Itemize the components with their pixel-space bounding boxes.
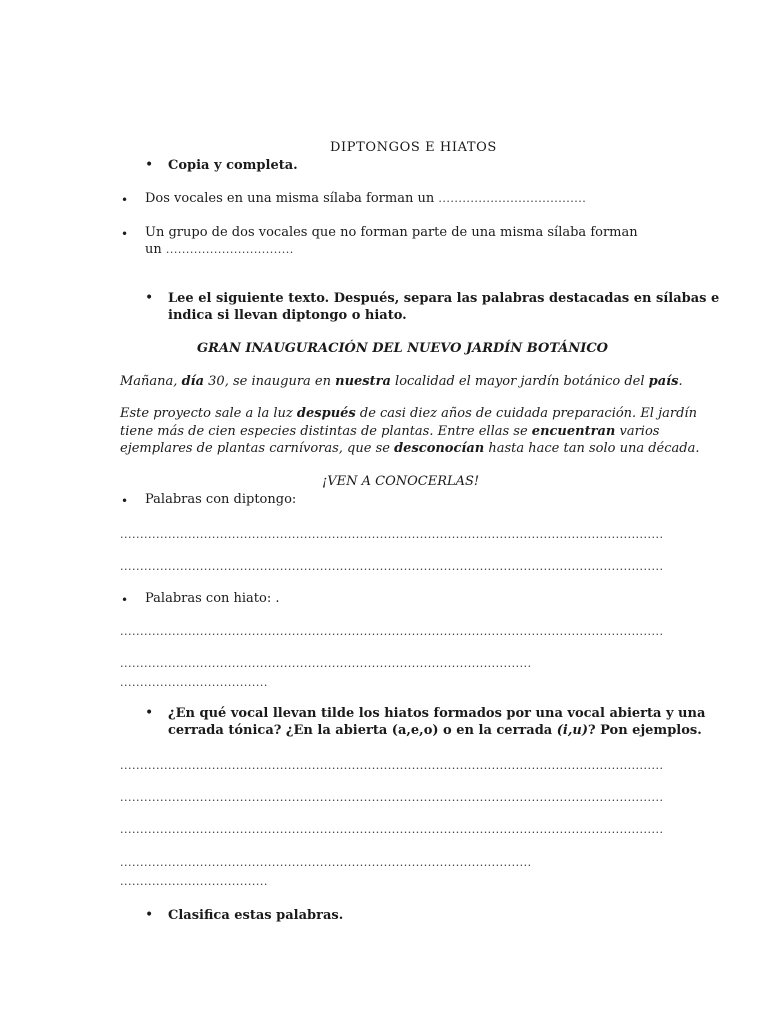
highlighted-word: encuentran: [531, 424, 616, 439]
text: hasta hace tan solo una década.: [484, 441, 700, 456]
section2-heading-line2: indica si llevan diptongo o hiato.: [168, 308, 407, 323]
answer-line[interactable]: ........................................................................................................................................: [120, 560, 664, 573]
reading-paragraph-2-line1: [120, 406, 697, 421]
answer-line[interactable]: ........................................................................................................................................: [120, 528, 664, 541]
page-title: DIPTONGOS E HIATOS: [330, 140, 497, 155]
bullet-icon: •: [145, 290, 154, 306]
reading-title: GRAN INAUGURACIÓN DEL NUEVO JARDÍN BOTÁNICO: [197, 341, 609, 356]
text: Mañana,: [120, 374, 182, 389]
answer-line[interactable]: ........................................................................................................................................: [120, 759, 664, 772]
section3-line2: [168, 723, 702, 738]
section1-heading: Copia y completa.: [168, 158, 298, 173]
text: Este proyecto sale a la luz: [120, 406, 297, 421]
hiato-label: Palabras con hiato: .: [145, 591, 280, 606]
text: ejemplares de plantas carnívoras, que se: [120, 441, 395, 456]
bullet-icon: •: [121, 193, 129, 207]
highlighted-word: desconocían: [394, 441, 485, 456]
reading-paragraph-2-line2: [120, 424, 659, 439]
bullet-icon: •: [145, 907, 154, 923]
fill-line: .....................................: [438, 192, 587, 205]
section3-line1: ¿En qué vocal llevan tilde los hiatos formados por una vocal abierta y una: [168, 706, 706, 721]
diptongo-label: Palabras con diptongo:: [145, 492, 297, 507]
item1: [145, 191, 586, 206]
highlighted-word: después: [296, 406, 356, 421]
reading-paragraph-1: [120, 374, 683, 389]
italic-text: (i,u): [556, 723, 588, 738]
answer-line[interactable]: .......................................................................................................: [120, 657, 532, 670]
answer-line[interactable]: ........................................................................................................................................: [120, 791, 664, 804]
text: tiene más de cien especies distintas de plantas. Entre ellas se: [120, 424, 532, 439]
highlighted-word: nuestra: [335, 374, 391, 389]
fill-line: ................................: [165, 243, 294, 256]
bullet-icon: •: [121, 227, 129, 241]
answer-line[interactable]: .....................................: [120, 676, 268, 689]
text: localidad el mayor jardín botánico del: [390, 374, 649, 389]
text: cerrada tónica? ¿En la abierta (a,e,o) o en la cerrada: [168, 723, 557, 738]
highlighted-word: país: [648, 374, 679, 389]
text: .: [678, 374, 683, 389]
item2-line1: Un grupo de dos vocales que no forman parte de una misma sílaba forman: [145, 225, 638, 240]
highlighted-word: día: [181, 374, 205, 389]
text: 30, se inaugura en: [204, 374, 336, 389]
item1-text: Dos vocales en una misma sílaba forman un: [145, 191, 439, 206]
bullet-icon: •: [121, 593, 129, 607]
answer-line[interactable]: ........................................................................................................................................: [120, 625, 664, 638]
bullet-icon: •: [145, 705, 154, 721]
section2-heading-line1: Lee el siguiente texto. Después, separa las palabras destacadas en sílabas e: [168, 291, 720, 306]
text: varios: [615, 424, 660, 439]
text: ? Pon ejemplos.: [587, 723, 702, 738]
text: de casi diez años de cuidada preparación. El jardín: [355, 406, 697, 421]
answer-line[interactable]: .....................................: [120, 875, 268, 888]
reading-paragraph-2-line3: [120, 441, 699, 456]
item2-text: un: [145, 242, 166, 257]
answer-line[interactable]: ........................................................................................................................................: [120, 823, 664, 836]
bullet-icon: •: [121, 494, 129, 508]
bullet-icon: •: [145, 157, 154, 173]
section4-heading: Clasifica estas palabras.: [168, 908, 344, 923]
answer-line[interactable]: .......................................................................................................: [120, 856, 532, 869]
reading-closing: ¡VEN A CONOCERLAS!: [322, 474, 480, 489]
item2-line2: [145, 242, 294, 257]
